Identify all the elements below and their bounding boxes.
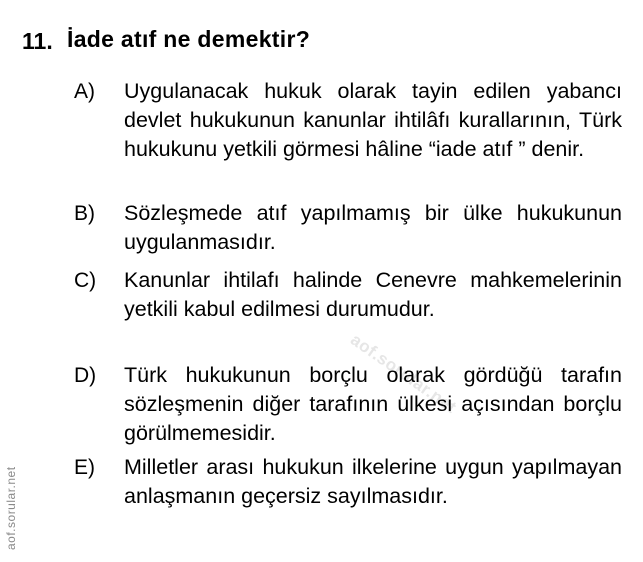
option-letter: D) — [74, 364, 97, 387]
option-text: Milletler arası hukukun ilkelerine uygun yapılmayan anlaşmanın geçersiz sayılmasıdır. — [124, 455, 622, 508]
diagonal-watermark: aof.sorular.net — [347, 330, 461, 418]
option-text: Sözleşmede atıf yapılmamış bir ülke hukukunun uygulanmasıdır. — [124, 201, 622, 254]
side-watermark: aof.sorular.net — [4, 466, 18, 550]
option-letter: A) — [74, 80, 95, 103]
option-letter: B) — [74, 202, 95, 225]
option-text: Uygulanacak hukuk olarak tayin edilen yabancı devlet hukukunun kanunlar ihtilâfı kurallarının, Türk hukukunu yetkili görmesi hâline “iade atıf ” denir. — [124, 79, 622, 161]
question-text: İade atıf ne demektir? — [67, 26, 311, 52]
option-text: Türk hukukunun borçlu olarak gördüğü tarafın sözleşmenin diğer tarafının ülkesi açısından borçlu görülmemesidir. — [124, 363, 622, 445]
option-letter: E) — [74, 456, 95, 479]
option-text: Kanunlar ihtilafı halinde Cenevre mahkemelerinin yetkili kabul edilmesi durumudur. — [124, 268, 622, 321]
option-letter: C) — [74, 269, 97, 292]
question-number: 11. — [22, 28, 53, 54]
